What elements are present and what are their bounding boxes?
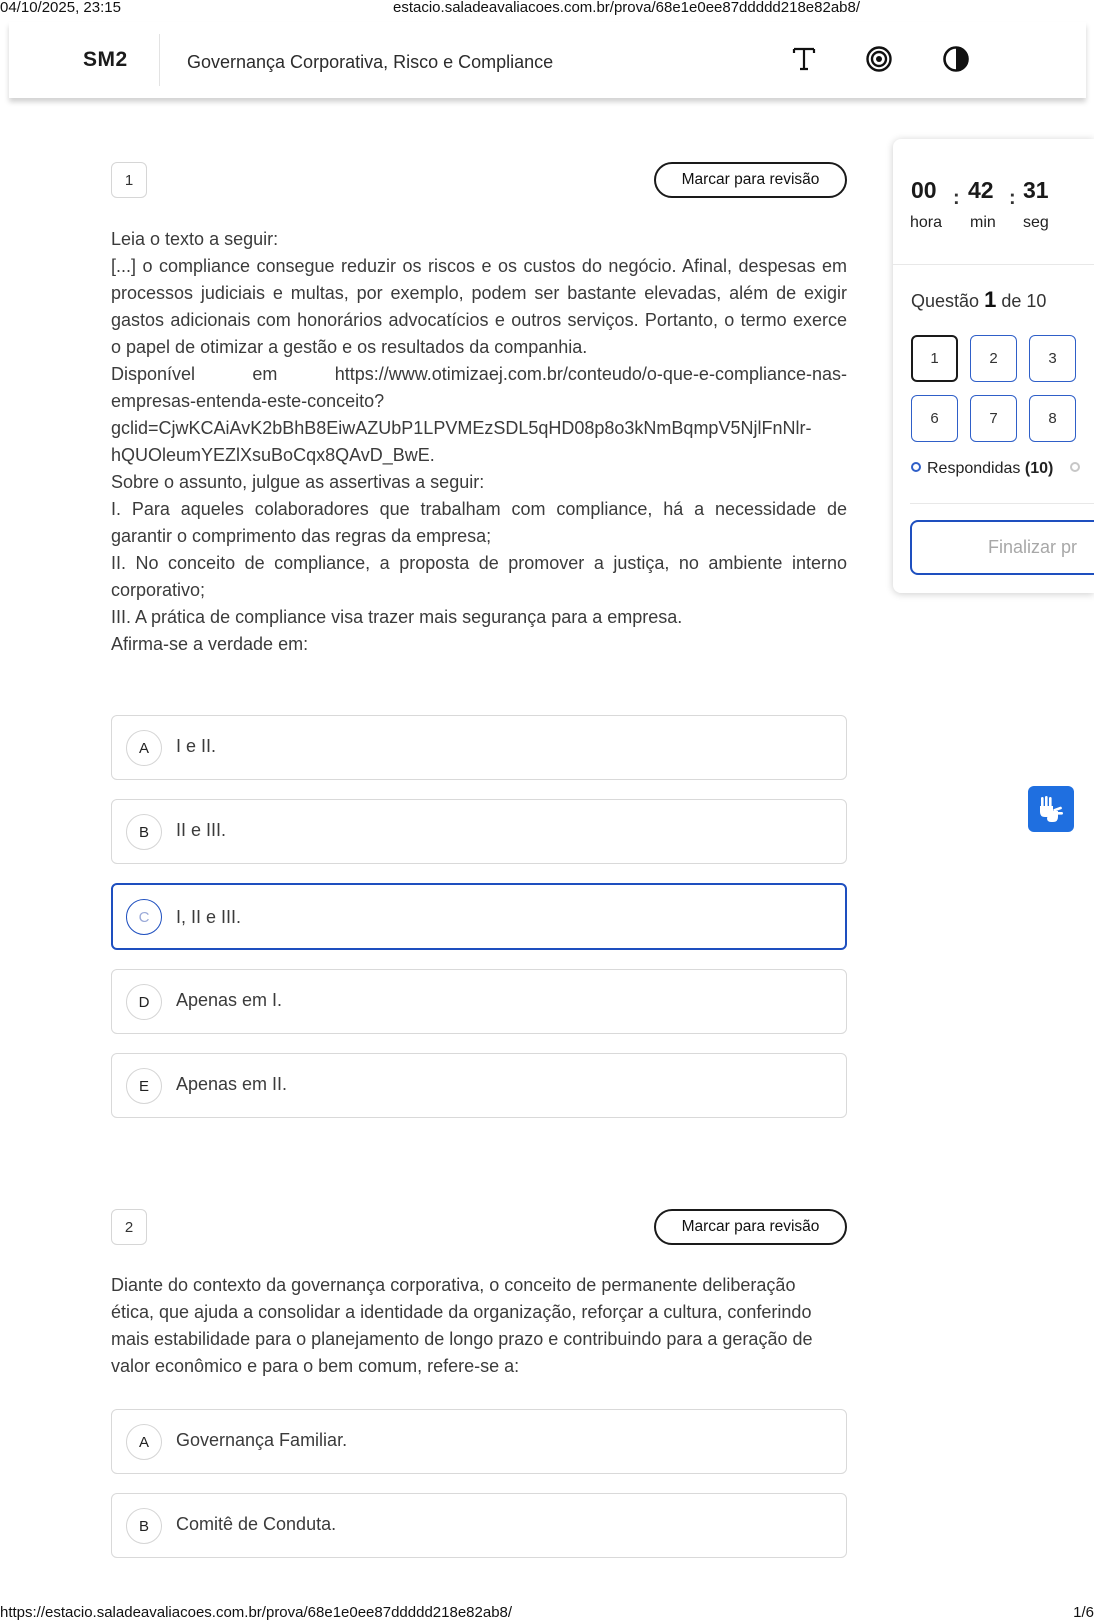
question-paragraph: [...] o compliance consegue reduzir os riscos e os custos do negócio. Afinal, despesas em processos judiciais e multas, por exemplo, podem ser bastante elevadas, além de exigir gastos adicionais com honorários advocatícios e outros serviços. Portanto, o termo exerce o papel de otimizar a gestão e os resultados da companhia. xyxy=(111,256,847,357)
option-text: Comitê de Conduta. xyxy=(176,1514,337,1534)
top-bar xyxy=(9,22,1086,98)
question-paragraph: empresas-entenda-este-conceito? xyxy=(111,391,385,411)
panel-divider xyxy=(893,264,1094,265)
question-paragraph: II. No conceito de compliance, a proposta de promover a justiça, no ambiente interno corporativo; xyxy=(111,553,847,600)
question-nav-button-7[interactable]: 7 xyxy=(970,395,1017,442)
answered-legend xyxy=(911,460,1080,478)
course-title: Governança Corporativa, Risco e Compliance xyxy=(187,52,554,72)
timer-separator: : xyxy=(953,187,960,209)
answered-count: (10) xyxy=(1024,460,1054,477)
sign-language-hands-icon xyxy=(1036,794,1066,824)
option-letter: B xyxy=(126,814,162,850)
question-paragraph: Sobre o assunto, julgue as assertivas a seguir: xyxy=(111,472,485,492)
option-letter: E xyxy=(126,1068,162,1104)
timer-hours: 00 xyxy=(911,177,937,203)
total-questions: 10 xyxy=(1026,291,1047,311)
option-letter: B xyxy=(126,1508,162,1544)
option-b[interactable] xyxy=(111,1493,847,1558)
answered-dot-icon xyxy=(911,462,921,472)
option-a[interactable] xyxy=(111,1409,847,1474)
header-divider xyxy=(159,34,160,86)
question-nav-button-3[interactable]: 3 xyxy=(1029,335,1076,382)
exam-side-panel xyxy=(893,139,1094,593)
question-paragraph: III. A prática de compliance visa trazer mais segurança para a empresa. xyxy=(111,607,683,627)
option-a[interactable] xyxy=(111,715,847,780)
print-date: 04/10/2025, 23:15 xyxy=(0,0,121,16)
mark-for-review-button[interactable]: Marcar para revisão xyxy=(654,162,847,198)
question-number: 1 xyxy=(111,162,147,198)
question-counter xyxy=(911,287,1046,313)
current-question: 1 xyxy=(984,287,997,312)
option-e[interactable] xyxy=(111,1053,847,1118)
logo: SM2 xyxy=(83,48,128,71)
timer-hours-label: hora xyxy=(910,214,943,231)
option-text: Apenas em II. xyxy=(176,1074,288,1094)
print-header-url: estacio.saladeavaliacoes.com.br/prova/68e1e0ee87ddddd218e82ab8/ xyxy=(393,0,861,16)
option-text: Governança Familiar. xyxy=(176,1430,348,1450)
contrast-icon[interactable] xyxy=(939,42,973,76)
option-letter: D xyxy=(126,984,162,1020)
question-paragraph: gclid=CjwKCAiAvK2bBhB8EiwAZUbP1LPVMEzSDL5qHD08p8o3kNmBqmpV5NjlFnNlr- xyxy=(111,418,812,438)
question-counter-middle: de xyxy=(1001,291,1022,311)
option-text: I e II. xyxy=(176,736,217,756)
question-nav-button-8[interactable]: 8 xyxy=(1029,395,1076,442)
answered-label: Respondidas xyxy=(927,460,1021,477)
mark-for-review-button[interactable]: Marcar para revisão xyxy=(654,1209,847,1245)
print-header xyxy=(0,0,1094,18)
unanswered-dot-icon xyxy=(1070,462,1080,472)
option-d[interactable] xyxy=(111,969,847,1034)
option-letter: A xyxy=(126,1424,162,1460)
option-text: I, II e III. xyxy=(176,907,242,927)
text-size-icon[interactable] xyxy=(787,42,821,76)
question-nav-button-6[interactable]: 6 xyxy=(911,395,958,442)
timer-seconds: 31 xyxy=(1023,177,1049,203)
question-paragraph: I. Para aqueles colaboradores que trabalham com compliance, há a necessidade de garantir o comprimento das regras da empresa; xyxy=(111,499,847,546)
finalize-exam-button[interactable]: Finalizar pr xyxy=(910,520,1094,575)
question-paragraph: Afirma-se a verdade em: xyxy=(111,634,309,654)
option-text: II e III. xyxy=(176,820,227,840)
question-paragraph: hQUOleumYEZlXsuBoCqx8QAvD_BwE. xyxy=(111,445,435,465)
print-page-number: 1/6 xyxy=(1073,1604,1094,1621)
target-icon[interactable] xyxy=(862,42,896,76)
option-letter: C xyxy=(126,899,162,935)
question-paragraph: Diante do contexto da governança corporativa, o conceito de permanente deliberação ética, que ajuda a consolidar a identidade da organização, reforçar a cultura, conferindo mais estabilidade para o planejamento de longo prazo e contribuindo para a geração de valor econômico e para o bem comum, refere-se a: xyxy=(111,1275,813,1376)
option-b[interactable] xyxy=(111,799,847,864)
option-c-selected[interactable] xyxy=(111,883,847,950)
question-counter-prefix: Questão xyxy=(911,291,980,311)
question-paragraph: Leia o texto a seguir: xyxy=(111,229,279,249)
question-text xyxy=(111,1272,831,1380)
sign-language-button[interactable] xyxy=(1028,786,1074,832)
option-letter: A xyxy=(126,730,162,766)
question-nav-button-1[interactable]: 1 xyxy=(911,335,958,382)
print-footer-url: https://estacio.saladeavaliacoes.com.br/prova/68e1e0ee87ddddd218e82ab8/ xyxy=(0,1604,513,1621)
question-nav-button-2[interactable]: 2 xyxy=(970,335,1017,382)
option-text: Apenas em I. xyxy=(176,990,283,1010)
question-number: 2 xyxy=(111,1209,147,1245)
question-text xyxy=(111,226,847,658)
timer-seconds-label: seg xyxy=(1023,214,1049,231)
timer-minutes: 42 xyxy=(968,177,994,203)
timer-separator: : xyxy=(1009,187,1016,209)
timer-minutes-label: min xyxy=(970,214,996,231)
panel-divider xyxy=(910,503,1094,504)
question-paragraph: Disponível em https://www.otimizaej.com.br/conteudo/o-que-e-compliance-nas- xyxy=(111,364,847,384)
